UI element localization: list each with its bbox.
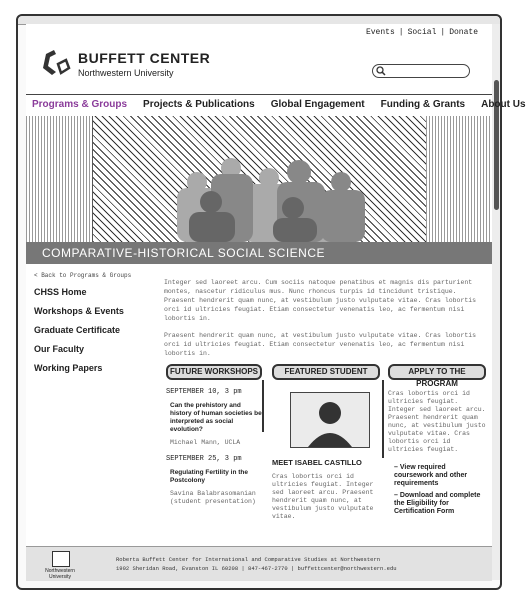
footer-address xyxy=(116,555,397,573)
apply-bullet-text[interactable]: View required coursework and other requirements xyxy=(394,464,468,487)
featured-student-text: Cras lobortis orci id ultricies feugiat. Integer sed laoreet arcu. Praesent hendrerit quam nunc, at vestibulum justo vulputate vitae. xyxy=(272,473,374,520)
utility-separator: | xyxy=(440,28,446,37)
utility-link-events[interactable]: Events xyxy=(365,28,395,37)
event-speaker: Savina Balabrasomanian (student presentation) xyxy=(170,490,256,505)
event-date: SEPTEMBER 10, 3 pm xyxy=(166,388,242,396)
group-silhouettes-image xyxy=(93,116,427,242)
utility-links xyxy=(366,28,478,37)
footer-line: 1902 Sheridan Road, Evanston IL 60208 | 847-467-2770 | buffettcenter@northwestern.edu xyxy=(116,565,397,572)
hero-banner xyxy=(26,242,492,264)
utility-separator: | xyxy=(398,28,404,37)
hero-left-panel xyxy=(26,116,92,242)
search-input[interactable] xyxy=(389,65,467,77)
column-divider xyxy=(262,380,264,432)
footer-logo-label: Northwestern University xyxy=(45,568,75,580)
site-title[interactable]: BUFFETT CENTER xyxy=(78,50,211,66)
program-title: COMPARATIVE-HISTORICAL SOCIAL SCIENCE xyxy=(42,246,325,260)
hero-right-panel xyxy=(426,116,492,242)
sidebar-item-workshops-events[interactable]: Workshops & Events xyxy=(34,306,124,316)
search-icon[interactable] xyxy=(376,66,386,76)
nav-item-global-engagement[interactable]: Global Engagement xyxy=(270,99,365,110)
event-title[interactable]: Can the prehistory and history of human societies be interpreted as social evolution? xyxy=(170,402,262,433)
main-nav xyxy=(26,94,526,111)
apply-bullet-text[interactable]: Download and complete the Eligibility for Certification Form xyxy=(394,492,481,515)
intro-paragraph: Praesent hendrerit quam nunc, at vestibulum justo vulputate vitae. Cras lobortis orci id ultricies feugiat. Etiam consectetur venenatis leo, ac fermentum nisi lobortis in. xyxy=(164,332,477,357)
nav-item-funding-grants[interactable]: Funding & Grants xyxy=(380,99,466,110)
footer-line: Roberta Buffett Center for International and Comparative Studies at Northwestern xyxy=(116,556,381,563)
sidebar-item-chss-home[interactable]: CHSS Home xyxy=(34,287,87,297)
apply-heading[interactable]: APPLY TO THE PROGRAM xyxy=(388,364,486,380)
featured-heading[interactable]: FEATURED STUDENT xyxy=(272,364,380,380)
student-photo-placeholder xyxy=(290,392,370,448)
page xyxy=(26,24,526,580)
buffett-logo-icon[interactable] xyxy=(40,48,72,76)
intro-paragraph: Integer sed laoreet arcu. Cum sociis natoque penatibus et magnis dis parturient montes, nascetur ridiculus mus. Nunc rhoncus turpis id tincidunt tristique. Praesent hendrerit quam nunc, at vestibulum justo vulputate vitae. Cras lobortis orci id ultricies feugiat. Etiam consectetur venenatis leo, ac fermentum nisi lobortis in. xyxy=(164,279,477,322)
workshops-column xyxy=(166,364,262,506)
site-subtitle: Northwestern University xyxy=(78,68,174,78)
event-speaker: Michael Mann, UCLA xyxy=(170,439,241,446)
sidebar xyxy=(34,272,154,382)
sidebar-item-working-papers[interactable]: Working Papers xyxy=(34,363,103,373)
nav-item-programs-groups[interactable]: Programs & Groups xyxy=(32,99,128,110)
sidebar-item-our-faculty[interactable]: Our Faculty xyxy=(34,344,85,354)
featured-column xyxy=(272,364,380,521)
utility-link-social[interactable]: Social xyxy=(407,28,437,37)
nav-item-about-us[interactable]: About Us xyxy=(481,99,526,110)
footer xyxy=(26,546,492,581)
intro-text xyxy=(164,278,482,366)
column-divider xyxy=(382,380,384,458)
workshops-heading[interactable]: FUTURE WORKSHOPS xyxy=(166,364,262,380)
apply-column xyxy=(388,364,486,516)
nav-item-projects-publications[interactable]: Projects & Publications xyxy=(143,99,255,110)
search-box[interactable] xyxy=(372,64,470,78)
apply-bullet[interactable]: – Download and complete the Eligibility for Certification Form xyxy=(394,492,481,515)
utility-link-donate[interactable]: Donate xyxy=(449,28,478,37)
apply-text: Cras lobortis orci id ultricies feugiat. Integer sed laoreet arcu. Praesent hendrerit quam nunc, at vestibulum justo vulputate vitae. Cras lobortis orci id ultricies feugiat. xyxy=(388,390,486,453)
browser-frame xyxy=(16,14,526,590)
northwestern-logo-icon[interactable] xyxy=(52,551,70,567)
sidebar-item-graduate-certificate[interactable]: Graduate Certificate xyxy=(34,325,121,335)
apply-bullet[interactable]: – View required coursework and other requirements xyxy=(394,464,468,487)
person-icon xyxy=(291,393,369,447)
event-date: SEPTEMBER 25, 3 pm xyxy=(166,455,242,463)
hero-image xyxy=(92,116,428,242)
featured-student-name[interactable]: MEET ISABEL CASTILLO xyxy=(272,458,362,467)
hero xyxy=(26,116,492,264)
event-title[interactable]: Regulating Fertility in the Postcolony xyxy=(170,469,249,484)
back-link[interactable]: < Back to Programs & Groups xyxy=(34,272,132,279)
